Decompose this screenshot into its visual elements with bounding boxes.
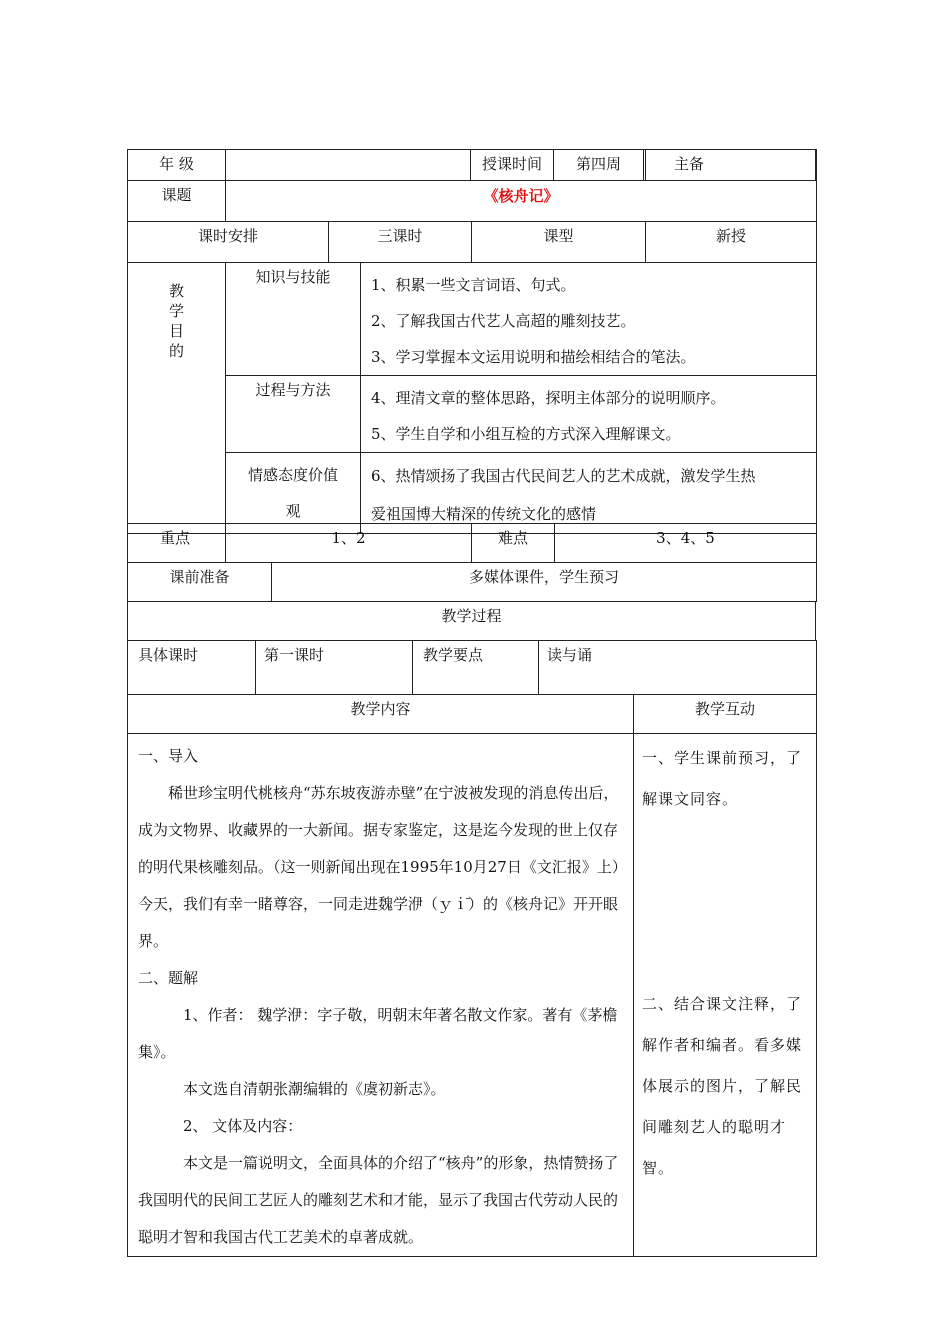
title-heading: 二、题解 [138,969,199,987]
goals-char-4: 的 [168,342,184,360]
points-label: 教学要点 [413,641,539,695]
week-value: 第四周 [554,150,644,181]
lead-value [646,150,816,181]
prep-table [127,562,817,602]
goals-char-2: 学 [168,302,184,320]
emotion-line-1: 6、热情颂扬了我国古代民间艺人的艺术成就，激发学生热 [371,467,756,485]
process-item-2: 5、学生自学和小组互检的方式深入理解课文。 [371,425,681,443]
key-value: 1、2 [226,524,472,563]
emotion-line-2: 爱祖国博大精深的传统文化的感情 [371,505,597,523]
lead-label: 主备 [644,150,817,181]
difficult-label: 难点 [472,524,555,563]
process-title-table [127,601,816,641]
schedule-table [127,221,817,263]
content-table [127,694,817,1257]
intro-heading: 一、导入 [138,747,199,765]
knowledge-label: 知识与技能 [226,263,361,376]
goals-table [127,262,817,534]
process-title: 教学过程 [128,602,816,641]
topic-title: 《核舟记》 [226,181,817,222]
emotion-label-line-2: 观 [285,502,301,520]
prep-value: 多媒体课件，学生预习 [272,563,817,602]
emotion-text [361,453,817,534]
difficult-value: 3、4、5 [555,524,817,563]
interaction-first: 一、学生课前预习，了解课文同容。 [642,749,803,808]
schedule-value: 三课时 [329,222,472,263]
interaction-header: 教学互动 [634,695,817,734]
genre-text: 本文是一篇说明文，全面具体的介绍了“核舟”的形象，热情赞扬了我国明代的民间工艺匠人的雕刻艺术和才能，显示了我国古代劳动人民的聪明才智和我国古代工艺美术的卓著成就。 [138,1154,619,1246]
lead-value-cell [645,149,816,181]
schedule-label: 课时安排 [128,222,329,263]
interaction-body [634,734,817,1257]
source-line: 本文选自清朝张潮编辑的《虞初新志》。 [183,1080,446,1098]
genre-heading: 2、 文体及内容： [183,1117,303,1135]
period-value: 第一课时 [256,641,413,695]
key-label: 重点 [128,524,226,563]
focus-table [127,523,817,563]
content-header: 教学内容 [128,695,634,734]
intro-text: 稀世珍宝明代桃核舟“苏东坡夜游赤壁”在宁波被发现的消息传出后，成为文物界、收藏界的一大新闻。据专家鉴定，这是迄今发现的世上仅存的明代果核雕刻品。（这一则新闻出现在1995年10月27日《文汇报》上）今天，我们有幸一睹尊容，一同走进魏学洢（ｙｉ̄）的《核舟记》开开眼界。 [138,784,620,950]
emotion-label-line-1: 情感态度价值 [247,466,338,484]
period-label: 具体课时 [128,641,256,695]
content-body [128,734,634,1257]
goals-label [128,263,226,534]
interaction-second: 二、结合课文注释，了解作者和编者。看多媒体展示的图片，了解民间雕刻艺人的聪明才智。 [642,995,803,1177]
topic-label: 课题 [128,181,226,222]
goals-char-3: 目 [168,322,184,340]
points-value: 读与诵 [539,641,817,695]
knowledge-item-2: 2、了解我国古代艺人高超的雕刻技艺。 [371,312,636,330]
goals-char-1: 教 [168,282,184,300]
type-label: 课型 [472,222,646,263]
emotion-label [226,453,361,534]
author-line: 1、作者： 魏学洢：字子敬，明朝末年著名散文作家。著有《茅檐集》。 [138,1006,618,1061]
knowledge-items [361,263,817,376]
knowledge-item-1: 1、积累一些文言词语、句式。 [371,276,576,294]
prep-label: 课前准备 [128,563,272,602]
type-value: 新授 [646,222,817,263]
topic-table [127,180,817,222]
grade-label: 年 级 [128,150,226,181]
grade-value [226,150,471,181]
process-item-1: 4、理清文章的整体思路，探明主体部分的说明顺序。 [371,389,726,407]
knowledge-item-3: 3、学习掌握本文运用说明和描绘相结合的笔法。 [371,348,696,366]
process-label: 过程与方法 [226,376,361,453]
process-items [361,376,817,453]
time-label: 授课时间 [471,150,554,181]
period-table [127,640,817,695]
